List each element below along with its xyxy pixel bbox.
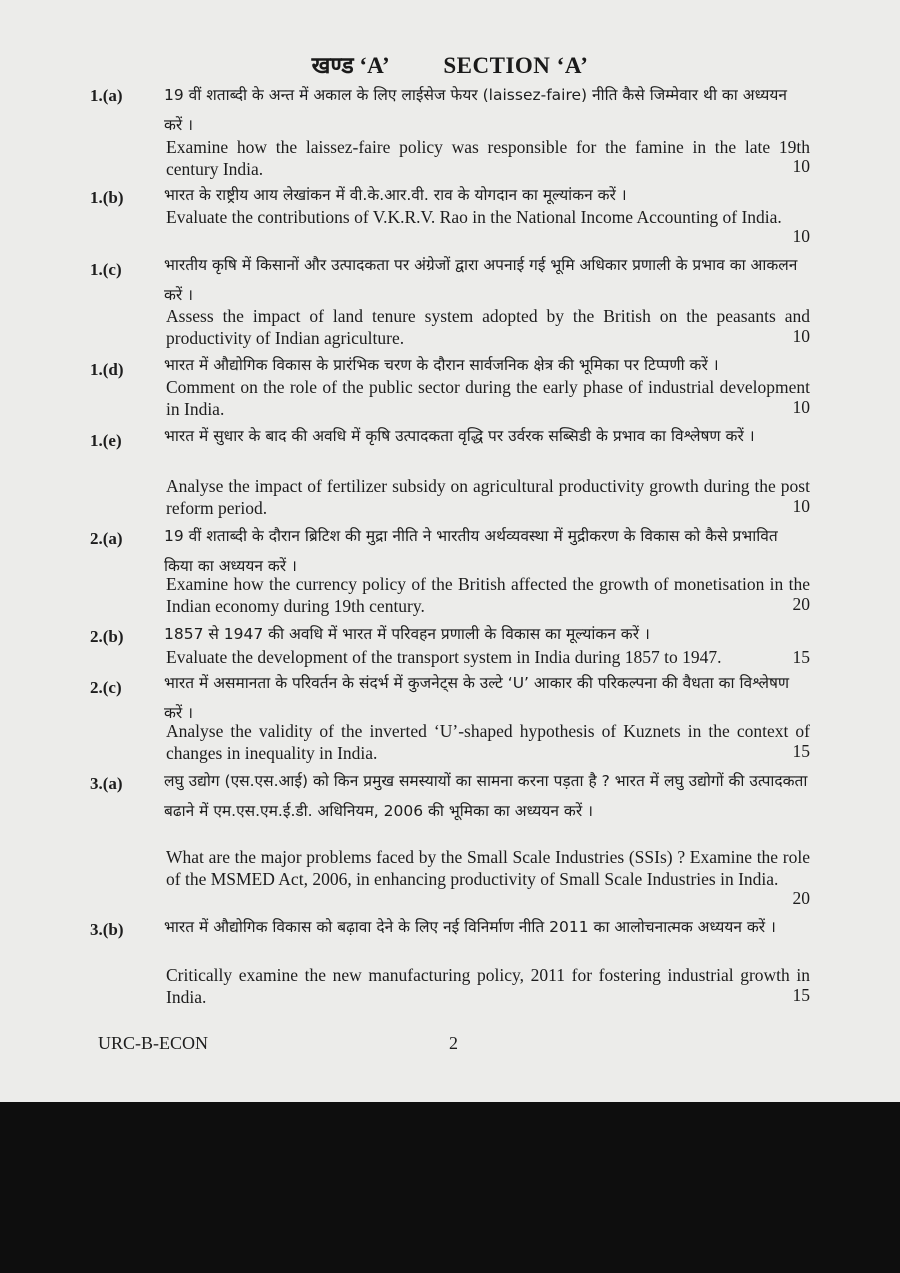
question-number: 1.(c) <box>90 260 122 279</box>
question-marks: 10 <box>792 156 810 176</box>
question-marks: 15 <box>792 741 810 761</box>
question-text-hindi: भारत में सुधार के बाद की अवधि में कृषि उत्पादकता वृद्धि पर उर्वरक सब्सिडी के प्रभाव का विश्लेषण करें । <box>164 427 755 445</box>
question-text-hindi: लघु उद्योग (एस.एस.आई) को किन प्रमुख समस्यायों का सामना करना पड़ता है ? भारत में लघु उद्योगों की उत्पादकता बढाने में एम.एस.एम.ई.डी. अधिनियम, 2006 की भूमिका का अध्ययन करें । <box>164 772 808 820</box>
question-text-hindi: 19 वीं शताब्दी के अन्त में अकाल के लिए लाईसेज फेयर (laissez-faire) नीति कैसे जिम्मेवार थी का अध्ययन करें । <box>164 86 787 134</box>
question-text-english: Evaluate the development of the transport system in India during 1857 to 1947. <box>166 647 722 667</box>
question-text-hindi: भारत में औद्योगिक विकास के प्रारंभिक चरण के दौरान सार्वजनिक क्षेत्र की भूमिका पर टिप्पणी करें । <box>164 356 719 374</box>
question-text-english: Critically examine the new manufacturing policy, 2011 for fostering industrial growth in India. <box>166 965 810 1007</box>
question-number: 1.(b) <box>90 188 124 207</box>
question-number: 1.(a) <box>90 86 123 105</box>
question-text-english: Examine how the currency policy of the British affected the growth of monetisation in the Indian economy during 19th century. <box>166 574 810 616</box>
question-marks: 20 <box>792 888 810 908</box>
question-number: 2.(b) <box>90 627 124 646</box>
question-number: 1.(d) <box>90 360 124 379</box>
question-marks: 10 <box>792 397 810 417</box>
question-text-english: Analyse the validity of the inverted ‘U’-shaped hypothesis of Kuznets in the context of changes in inequality in India. <box>166 721 810 763</box>
section-heading <box>0 48 900 80</box>
section-heading-english: SECTION ‘A’ <box>443 53 589 78</box>
question-text-english: Examine how the laissez-faire policy was responsible for the famine in the late 19th century India. <box>166 137 810 179</box>
question-number: 3.(b) <box>90 920 124 939</box>
question-text-hindi: भारत में औद्योगिक विकास को बढ़ावा देने के लिए नई विनिर्माण नीति 2011 का आलोचनात्मक अध्ययन करें । <box>164 918 776 936</box>
question-marks: 15 <box>792 985 810 1005</box>
paper-code: URC-B-ECON <box>98 1033 209 1053</box>
question-marks: 10 <box>792 496 810 516</box>
question-text-english: What are the major problems faced by the Small Scale Industries (SSIs) ? Examine the role of the MSMED Act, 2006, in enhancing productivity of Small Scale Industries in India. <box>166 847 810 889</box>
page-number: 2 <box>449 1033 458 1053</box>
question-text-hindi: 1857 से 1947 की अवधि में भारत में परिवहन प्रणाली के विकास का मूल्यांकन करें । <box>164 625 650 643</box>
question-marks: 10 <box>792 326 810 346</box>
question-text-hindi: भारत में असमानता के परिवर्तन के संदर्भ में कुजनेट्स के उल्टे ‘U’ आकार की परिकल्पना की वैधता का विश्लेषण करें । <box>164 674 790 722</box>
question-text-english: Assess the impact of land tenure system adopted by the British on the peasants and productivity of Indian agriculture. <box>166 306 810 348</box>
question-marks: 15 <box>792 647 810 667</box>
question-number: 2.(a) <box>90 529 123 548</box>
question-text-english: Analyse the impact of fertilizer subsidy on agricultural productivity growth during the post reform period. <box>166 476 810 518</box>
question-text-hindi: भारतीय कृषि में किसानों और उत्पादकता पर अंग्रेजों द्वारा अपनाई गई भूमि अधिकार प्रणाली के प्रभाव का आकलन करें । <box>164 256 798 304</box>
question-text-english: Evaluate the contributions of V.K.R.V. Rao in the National Income Accounting of India. <box>166 207 782 227</box>
question-marks: 20 <box>792 594 810 614</box>
question-text-hindi: 19 वीं शताब्दी के दौरान ब्रिटिश की मुद्रा नीति ने भारतीय अर्थव्यवस्था में मुद्रीकरण के विकास को कैसे प्रभावित किया का अध्ययन करें । <box>164 527 778 575</box>
section-heading-hindi: खण्ड ‘A’ <box>311 53 390 78</box>
question-marks: 10 <box>792 226 810 246</box>
question-text-english: Comment on the role of the public sector during the early phase of industrial development in India. <box>166 377 810 419</box>
question-number: 3.(a) <box>90 774 123 793</box>
question-text-hindi: भारत के राष्ट्रीय आय लेखांकन में वी.के.आर.वी. राव के योगदान का मूल्यांकन करें । <box>164 186 627 204</box>
question-number: 1.(e) <box>90 431 122 450</box>
question-number: 2.(c) <box>90 678 122 697</box>
